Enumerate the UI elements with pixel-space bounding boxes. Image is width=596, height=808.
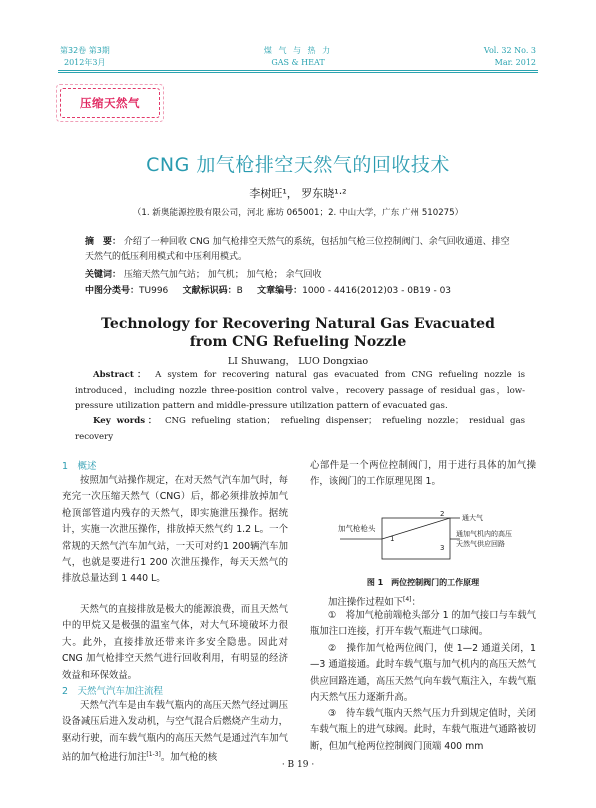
abstract-en-label: Abstract： bbox=[93, 370, 150, 380]
keywords-en bbox=[75, 414, 525, 445]
section2-heading: 2 天然气汽车加注流程 bbox=[62, 686, 164, 697]
title-en-line2: from CNG Refueling Nozzle bbox=[189, 334, 407, 350]
journal-volume: 第32卷 第3期 bbox=[60, 46, 110, 55]
section2-text: 天然气汽车是由车载气瓶内的高压天然气经过调压设备减压后进入发动机，与空气混合后燃烧产生动力，驱动行驶，而车载气瓶内的高压天然气是通过汽车加气站的加气枪进行加注 bbox=[62, 700, 288, 764]
nozzle-label: 加气枪枪头 bbox=[338, 524, 376, 533]
section2-text-tail: 。加气枪的核 bbox=[160, 752, 218, 764]
clc-value: TU996 bbox=[139, 286, 169, 296]
authors-en: LI Shuwang， LUO Dongxiao bbox=[227, 356, 369, 367]
abstract-en-text: A system for recovering natural gas evacuated from CNG refueling nozzle is introduced，including nozzle three-position control valve，recovery passage of residual gas，low-pressure utilization pattern and middle-pressure utilization pattern of evacuated gas. bbox=[75, 370, 525, 411]
abstract-cn-text: 介绍了一种回收 CNG 加气枪排空天然气的系统，包括加气枪三位控制阀门、余气回收通道、排空天然气的低压利用模式和中压利用模式。 bbox=[85, 237, 510, 262]
supply-label-2: 天然气供应回路 bbox=[456, 540, 505, 548]
abstract-cn-label: 摘 要： bbox=[85, 237, 122, 247]
title-en-line1: Technology for Recovering Natural Gas Evacuated bbox=[101, 316, 495, 332]
journal-name-cn: 煤 气 与 热 力 bbox=[263, 46, 333, 55]
supply-label-1: 通加气机内的高压 bbox=[456, 530, 512, 538]
article-no-label: 文章编号： bbox=[257, 286, 303, 296]
doc-code-label: 文献标识码： bbox=[182, 286, 237, 296]
page-title: CNG 加气枪排空天然气的回收技术 bbox=[146, 154, 450, 176]
keywords-cn bbox=[85, 268, 515, 283]
vent-label: 通大气 bbox=[462, 514, 483, 522]
abstract-cn bbox=[85, 235, 515, 265]
figure-1-caption: 图 1 两位控制阀门的工作原理 bbox=[366, 578, 480, 587]
journal-date-en: Mar. 2012 bbox=[494, 58, 536, 67]
keywords-cn-text: 压缩天然气加气站； 加气机； 加气枪； 余气回收 bbox=[123, 270, 322, 280]
procedure-intro-colon: ： bbox=[411, 597, 421, 609]
procedure-intro-text: 加注操作过程如下 bbox=[328, 597, 404, 609]
affiliation-cn: （1. 新奥能源控股有限公司，河北 廊坊 065001；2. 中山大学，广东 广州 510275） bbox=[132, 208, 464, 218]
clc-label: 中图分类号： bbox=[85, 286, 140, 296]
journal-date-cn: 2012年3月 bbox=[64, 58, 106, 67]
classification-line bbox=[85, 284, 525, 299]
journal-vol-en: Vol. 32 No. 3 bbox=[483, 46, 536, 55]
page-number: · B 19 · bbox=[281, 760, 315, 770]
section1-heading: 1 概述 bbox=[62, 461, 97, 472]
category-stamp: 压缩天然气 bbox=[60, 88, 160, 118]
article-no-value: 1000 - 4416(2012)03 - 0B19 - 03 bbox=[302, 286, 452, 296]
section1-paragraph1: 按照加气站操作规定，在对天然气汽车加气时，每充完一次压缩天然气（CNG）后，都必须排放掉加气枪顶部管道内残存的天然气，即实施泄压操作。据统计，实施一次泄压操作，排放掉天然气约 1.2 L。一个常规的天然气汽车加气站，一天可对约1 200辆汽车加气，也就是要进行1 200 次泄压操作，每天天然气的排放总量达到 1 440 L。 bbox=[62, 475, 288, 585]
port3-label: 3 bbox=[440, 544, 445, 552]
port1-label: 1 bbox=[390, 535, 395, 543]
section2-paragraph1 bbox=[62, 698, 288, 767]
keywords-en-text: CNG refueling station； refueling dispenser； refueling nozzle； residual gas recovery bbox=[75, 416, 526, 442]
citation-ref: [1-3] bbox=[146, 751, 161, 759]
doc-code-value: B bbox=[236, 286, 243, 296]
step-3: ③ 待车载气瓶内天然气压力升到规定值时，关闭车载气瓶上的进气球阀。此时，车载气瓶进气通路被切断，但加气枪两位控制阀门顶端 400 mm bbox=[310, 708, 536, 752]
abstract-en bbox=[75, 368, 525, 415]
section1-paragraph2: 天然气的直接排放是极大的能源浪费，而且天然气中的甲烷又是极强的温室气体，对大气环境破坏力很大。此外，直接排放还带来许多安全隐患。因此对 CNG 加气枪排空天然气进行回收利用，有明显的经济效益和环保效益。 bbox=[62, 604, 288, 681]
port2-label: 2 bbox=[440, 510, 445, 518]
header-rule-2 bbox=[58, 72, 538, 73]
authors-cn: 李树旺¹， 罗东晓¹·² bbox=[249, 187, 347, 200]
right-col-continuation: 心部件是一个两位控制阀门，用于进行具体的加气操作，该阀门的工作原理见图 1。 bbox=[310, 460, 536, 488]
journal-name-en: GAS & HEAT bbox=[271, 58, 325, 67]
keywords-en-label: Key words： bbox=[93, 416, 160, 426]
step-1: ① 将加气枪前端枪头部分 1 的加气接口与车载气瓶加注口连接，打开车载气瓶进气口球阀。 bbox=[310, 610, 536, 638]
header-rule bbox=[58, 70, 538, 71]
keywords-cn-label: 关键词： bbox=[85, 270, 122, 280]
figure-1-diagram bbox=[310, 498, 536, 570]
citation-ref-4: [4] bbox=[403, 596, 412, 603]
step-2: ② 操作加气枪两位阀门，使 1—2 通道关闭，1—3 通道接通。此时车载气瓶与加气机内的高压天然气供应回路连通，高压天然气向车载气瓶注入，车载气瓶内天然气压力逐渐升高。 bbox=[310, 643, 536, 704]
